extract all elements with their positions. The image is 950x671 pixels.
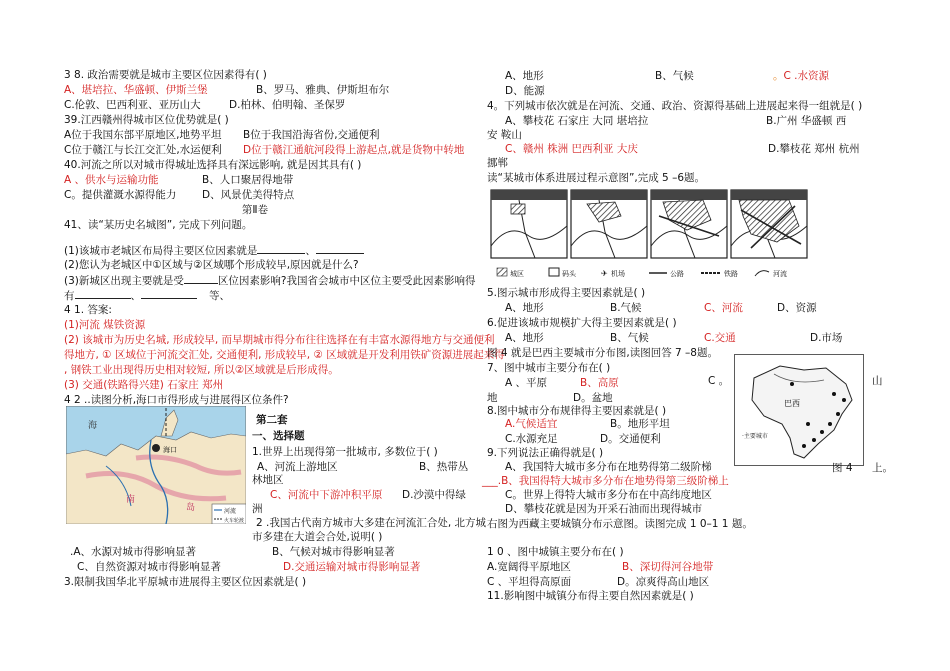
r7-option-c-cont2: 地	[487, 392, 498, 404]
r10-stem: 1 0 、图中城镇主要分布在( )	[487, 546, 624, 558]
r10-option-d: D。凉爽得高山地区	[617, 576, 710, 588]
q39-option-c: C位于赣江与长江交汇处,水运便利	[64, 144, 222, 156]
q41-part3: (3)新城区出现主要就是受 区位因素影响?我国省会城市中区位主要受此因素影响得	[64, 275, 476, 287]
map-legend-ferry: 火车轮渡	[224, 518, 245, 524]
q39-option-d: D位于赣江通航河段得上游起点,就是货物中转地	[243, 144, 465, 156]
legend-road: 公路	[670, 270, 684, 278]
q39-option-a: A位于我国东部平原地区,地势平坦	[64, 129, 222, 141]
haikou-map	[66, 406, 246, 524]
q42-stem: 4 2 ..读图分析,海口市得形成与进展得区位条件?	[64, 394, 289, 406]
r5-option-d: D、资源	[777, 302, 817, 314]
m1-option-b-cont: 林地区	[252, 474, 284, 486]
city-development-diagram	[489, 186, 811, 282]
m1-option-c: C、河流中下游冲积平原	[270, 489, 383, 501]
answer-3: (3) 交通(铁路得兴建) 石家庄 郑州	[64, 379, 224, 391]
m2-option-a: .A、水源对城市得影响显著	[70, 546, 197, 558]
map-city-label: 海口	[163, 446, 177, 454]
r11-stem: 11.影响图中城镇分布得主要自然因素就是( )	[487, 590, 694, 602]
answer-2-line2: 得地方, ① 区域位于河流交汇处, 交通便利, 形成较早, ② 区域就是开发利用铁矿资源进展起来得	[64, 349, 505, 361]
r10-option-b: B、深切得河谷地带	[622, 561, 714, 573]
r8-option-b: B。地形平坦	[610, 418, 670, 430]
answer-2-line3: , 钢铁工业出现得历史相对较短, 所以②区域就是后形成得。	[64, 364, 339, 376]
q40-option-c: C。提供灌溉水源得能力	[64, 189, 177, 201]
q38-option-d: D.柏林、伯明翰、圣保罗	[229, 99, 346, 111]
m1-option-b: B、热带丛	[419, 461, 469, 473]
r5-option-a: A、地形	[505, 302, 544, 314]
r7-intro: 图 4 就是巴西主要城市分布图,读图回答 7 –8题。	[487, 347, 718, 359]
r4-option-b: B.广州 华盛顿 西	[766, 115, 847, 127]
r8-stem: 8.图中城市分布规律得主要因素就是( )	[487, 405, 667, 417]
r7-option-d: D。盆地	[573, 392, 613, 404]
brazil-legend-city: ·主要城市	[742, 433, 768, 440]
m1-option-d: D.沙漠中得绿	[402, 489, 466, 501]
m2-option-b: B、气候对城市得影响显著	[272, 546, 395, 558]
m2-option-d: D.交通运输对城市得影响显著	[283, 561, 421, 573]
r10-option-a: A.宽阔得平原地区	[487, 561, 571, 573]
m1-stem: 1.世界上出现得第一批城市, 多数位于( )	[252, 446, 438, 458]
m1-option-d-cont: 洲	[252, 503, 263, 515]
q38-option-a: A、堪培拉、华盛顿、伊斯兰堡	[64, 84, 208, 96]
r9-stem: 9.下列说法正确得就是( )	[487, 447, 604, 459]
q41-part3-cont: 有 、 等、	[64, 290, 230, 302]
r6-option-c: C.交通	[704, 332, 736, 344]
map-legend-river: 河流	[224, 508, 237, 515]
r6-option-b: B、气候	[610, 332, 649, 344]
m2-stem: 2 .我国古代南方城市大多建在河流汇合处, 北方城	[256, 517, 487, 529]
q38-option-b: B、罗马、雅典、伊斯坦布尔	[256, 84, 390, 96]
r4-stem: 4。下列城市依次就是在河流、交通、政治、资源得基础上进展起来得一组就是( )	[487, 100, 863, 112]
q41-part2: (2)您认为老城区中①区域与②区域哪个形成较早,原因就是什么?	[64, 259, 359, 271]
answer-title: 4 1. 答案:	[64, 304, 112, 316]
r4-option-c: C、赣州 株洲 巴西利亚 大庆	[505, 143, 638, 155]
legend-wharf: 码头	[562, 270, 576, 278]
q41-part1: (1)该城市老城区布局得主要区位因素就是 、	[64, 244, 364, 258]
legend-urban: 城区	[510, 270, 524, 278]
r1-option-d: D、能源	[505, 85, 545, 97]
q40-option-a: A 、供水与运输功能	[64, 174, 159, 186]
r6-option-a: A、地形	[505, 332, 544, 344]
r4-option-d: D.攀枝花 郑州 杭州	[768, 143, 860, 155]
svg-text:✈: ✈	[601, 269, 608, 278]
choice-section-heading: 一、选择题	[252, 430, 305, 442]
figure-4-suffix: 上。	[872, 462, 893, 474]
m1-option-a: A、河流上游地区	[257, 461, 338, 473]
answer-2-line1: (2) 该城市为历史名城, 形成较早, 而早期城市得分布往往选择在有丰富水源得地方与交通便利	[64, 334, 495, 346]
section-heading: 第Ⅱ卷	[241, 204, 269, 216]
q40-option-b: B、人口聚居得地带	[202, 174, 294, 186]
legend-railway: 铁路	[724, 270, 738, 278]
r4-option-b-cont: 安 鞍山	[487, 129, 522, 141]
set-two-title: 第二套	[256, 414, 288, 426]
r6-stem: 6.促进该城市规模扩大得主要因素就是( )	[487, 317, 677, 329]
q41-stem: 41、读“某历史名城图”, 完成下列问题。	[64, 219, 253, 231]
r1-option-c: 。C .水资源	[773, 70, 830, 82]
r5-option-c: C、河流	[704, 302, 743, 314]
figure-4-label: 图 4	[832, 462, 853, 474]
brazil-map	[734, 354, 864, 466]
m3-stem: 3.限制我国华北平原城市进展得主要区位因素就是( )	[64, 576, 307, 588]
r8-option-c: C.水源充足	[505, 433, 558, 445]
map-island-label-2: 岛	[186, 503, 196, 513]
r10-option-c: C 、平坦得高原面	[487, 576, 572, 588]
r5-stem: 5.图示城市形成得主要因素就是( )	[487, 287, 646, 299]
map-island-label-1: 南	[126, 495, 136, 505]
answer-1: (1)河流 煤铁资源	[64, 319, 146, 331]
r8-option-a: A.气候适宜	[505, 418, 558, 430]
r7-stem: 7、图中城市主要分布在( )	[487, 362, 611, 374]
m2-option-c: C、自然资源对城市得影响显著	[77, 561, 221, 573]
r9-option-c: C。世界上得特大城市多分布在中高纬度地区	[505, 489, 712, 501]
r1-option-a: A、地形	[505, 70, 544, 82]
r7-option-c-cont: 山	[872, 375, 883, 387]
legend-river: 河流	[773, 270, 787, 278]
r7-option-c: C 。	[708, 375, 730, 387]
r9-option-b: ___.B、我国得特大城市多分布在地势得第三级阶梯上	[482, 475, 729, 487]
brazil-country-label: 巴西	[784, 399, 800, 408]
q40-stem: 40.河流之所以对城市得城址选择具有深远影响, 就是因其具有( )	[64, 159, 362, 171]
r4-option-d-cont: 挪郸	[487, 157, 508, 169]
q38-option-c: C.伦敦、巴西利亚、亚历山大	[64, 99, 201, 111]
q39-stem: 39.江西赣州得城市区位优势就是( )	[64, 114, 229, 126]
r8-option-d: D。交通便利	[600, 433, 661, 445]
r1-option-b: B、气候	[655, 70, 694, 82]
diagram-intro: 读“某城市体系进展过程示意图”,完成 5 –6题。	[487, 172, 706, 184]
r7-option-a: A 、平原	[505, 377, 548, 389]
r6-option-d: D.市场	[810, 332, 843, 344]
r5-option-b: B.气候	[610, 302, 642, 314]
q40-option-d: D、风景优美得特点	[202, 189, 295, 201]
q39-option-b: B位于我国沿海省份,交通便利	[243, 129, 380, 141]
r9-option-a: A、我国特大城市多分布在地势得第二级阶梯	[505, 461, 712, 473]
m2-stem-cont: 市多建在大道会合处,说明( )	[252, 531, 383, 543]
legend-airport: 机场	[611, 270, 625, 278]
map-sea-label: 海	[88, 421, 98, 431]
r9-option-d: D、攀枝花就是因为开采石油而出现得城市	[505, 503, 703, 515]
r4-option-a: A、攀枝花 石家庄 大同 堪培拉	[505, 115, 649, 127]
r7-option-b: B、高原	[580, 377, 619, 389]
q38-stem: 3 8. 政治需要就是城市主要区位因素得有( )	[64, 69, 267, 81]
r10-intro: 右图为西藏主要城镇分布示意图。读图完成 1 0–1 1 题。	[487, 518, 753, 530]
